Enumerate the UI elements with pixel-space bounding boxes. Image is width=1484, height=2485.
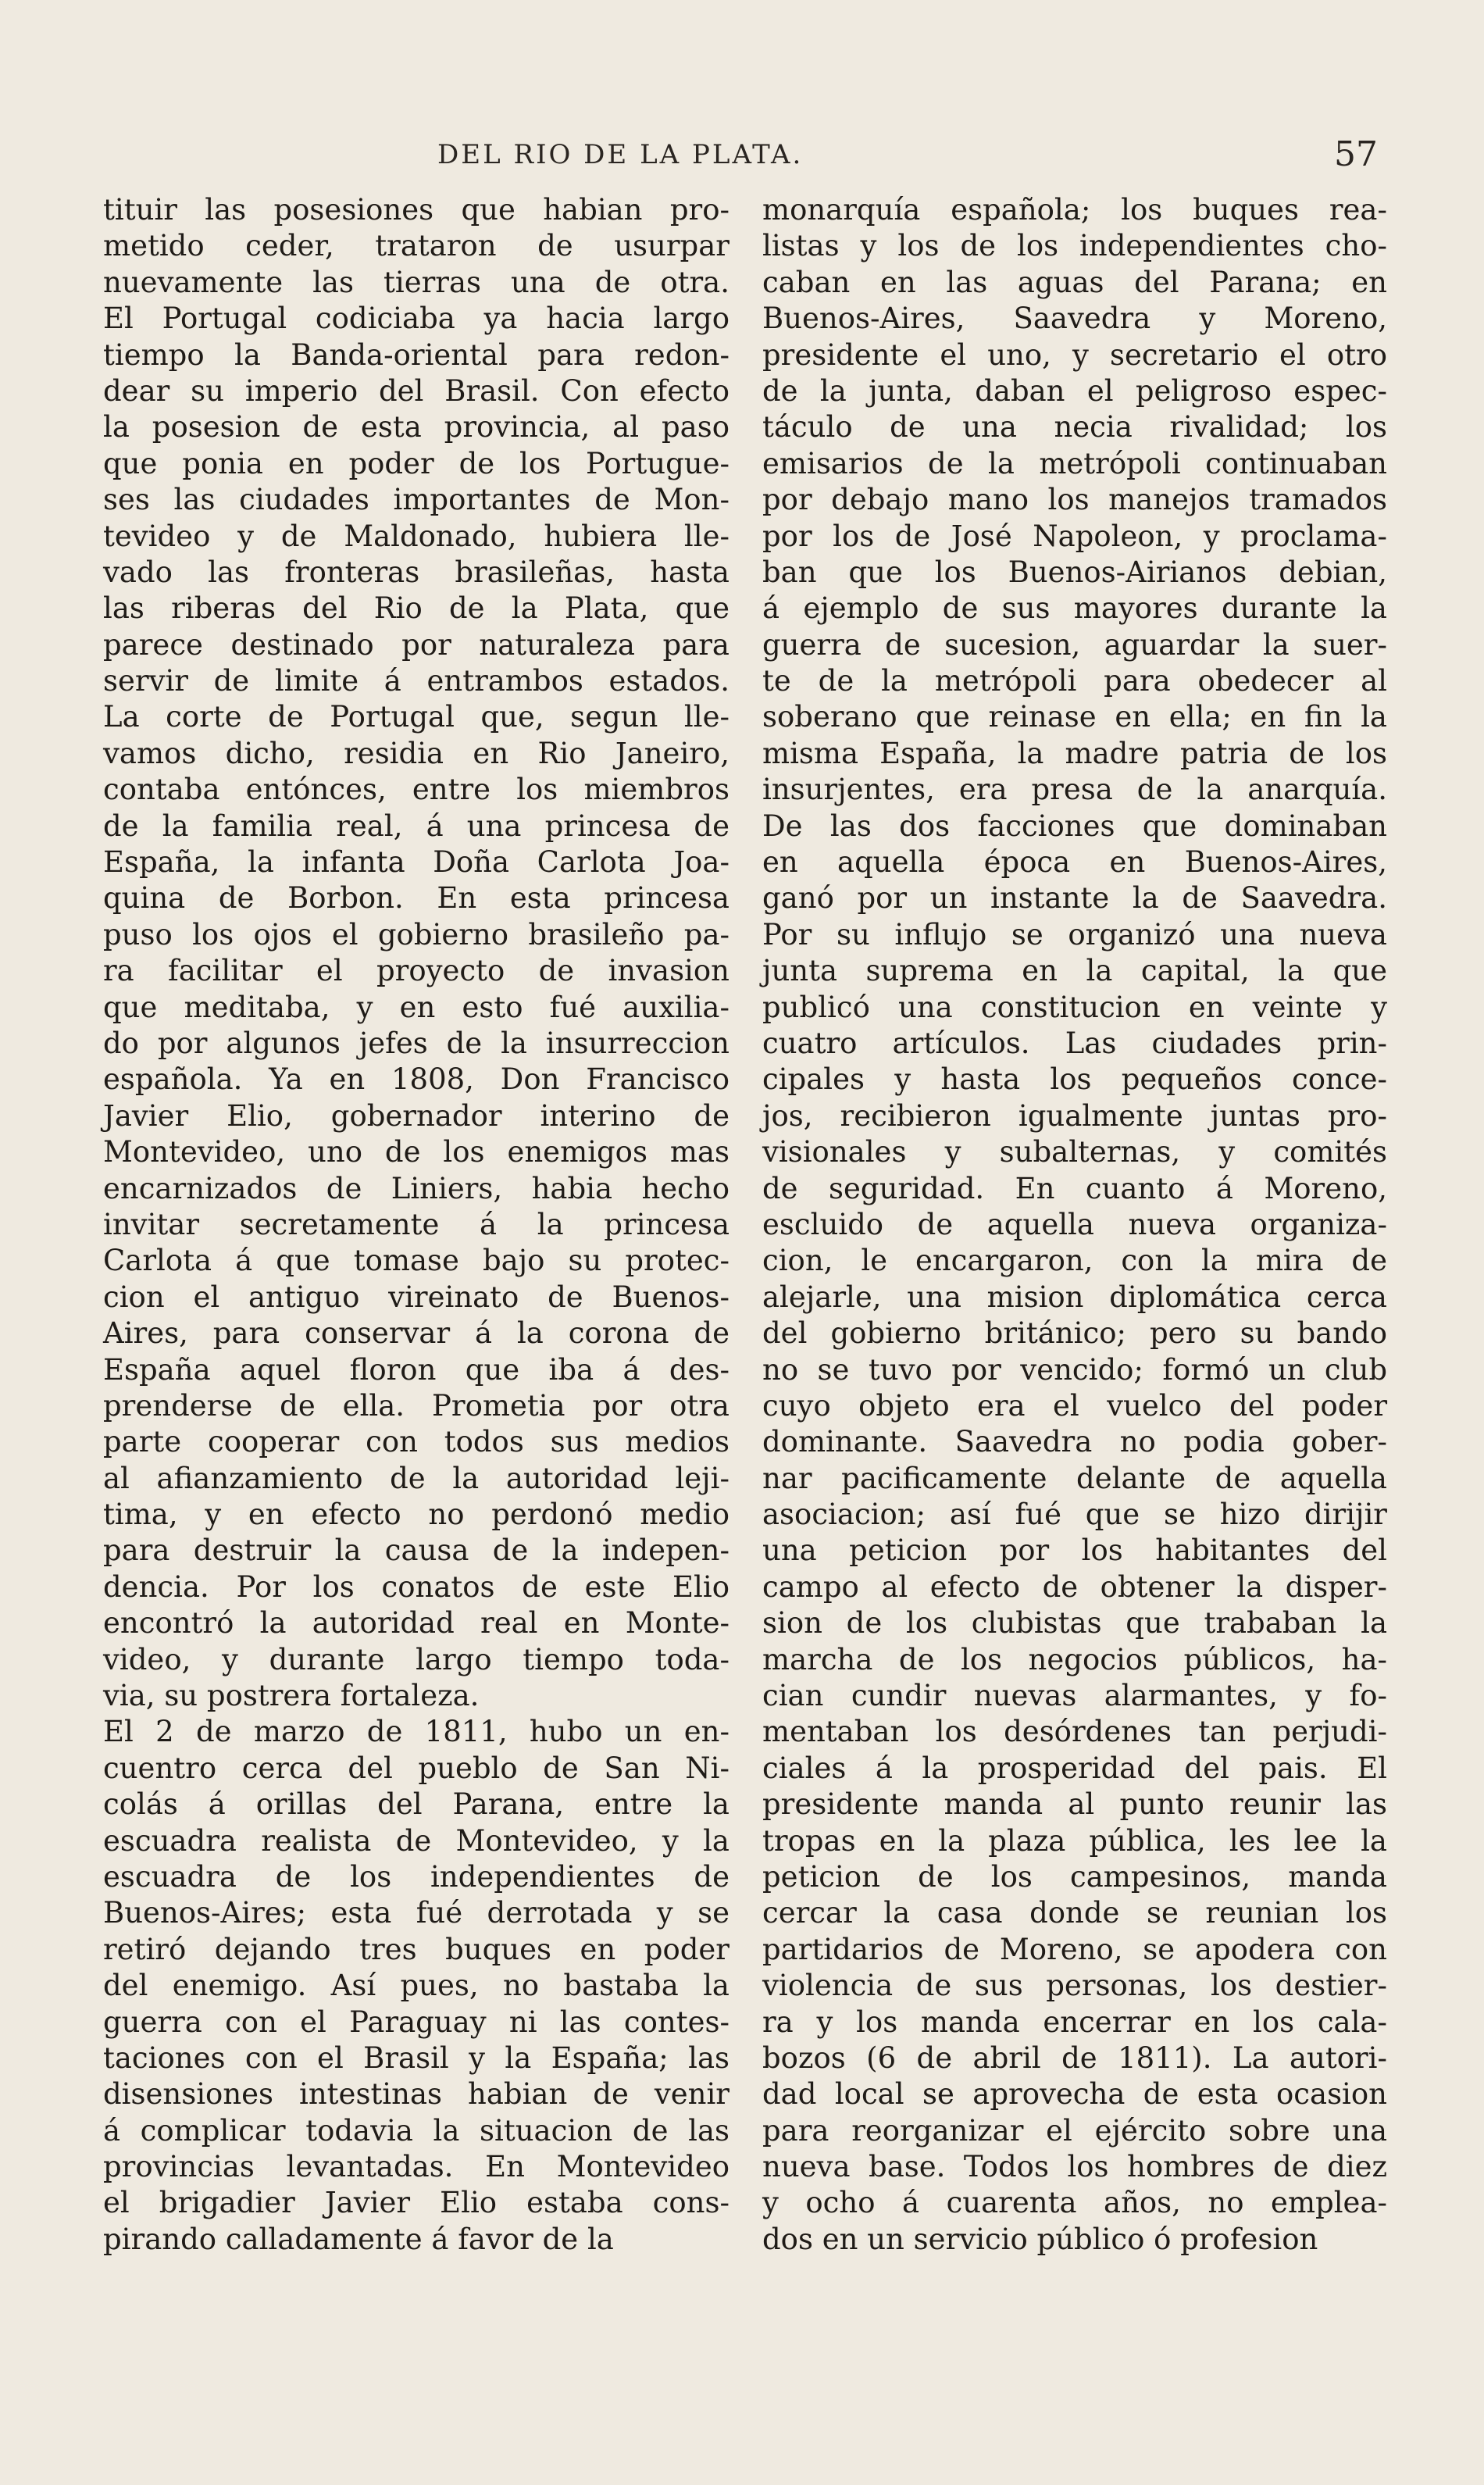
text-line: ganó por un instante la de Saavedra. [762, 881, 1387, 916]
text-line: la posesion de esta provincia, al paso [103, 410, 730, 445]
text-line: tima, y en efecto no perdonó medio [103, 1498, 730, 1532]
text-line: junta suprema en la capital, la que [762, 954, 1387, 988]
text-line: disensiones intestinas habian de venir [103, 2077, 730, 2112]
text-line: encarnizados de Liniers, habia hecho [103, 1171, 730, 1205]
text-line: nar pacificamente delante de aquella [762, 1461, 1387, 1495]
text-line: ses las ciudades importantes de Mon- [103, 483, 730, 517]
text-line: tiempo la Banda-oriental para redon- [103, 337, 730, 372]
text-line: dominante. Saavedra no podia gober- [762, 1425, 1387, 1459]
text-line: al afianzamiento de la autoridad leji- [103, 1461, 730, 1495]
text-line: violencia de sus personas, los destier- [762, 1969, 1387, 2003]
text-line: Montevideo, uno de los enemigos mas [103, 1135, 730, 1169]
text-line: Aires, para conservar á la corona de [103, 1316, 730, 1351]
text-line: tropas en la plaza pública, les lee la [762, 1823, 1387, 1858]
text-line: do por algunos jefes de la insurreccion [103, 1026, 730, 1060]
text-line: campo al efecto de obtener la disper- [762, 1569, 1387, 1604]
text-line: Buenos-Aires; esta fué derrotada y se [103, 1896, 730, 1930]
text-line: Carlota á que tomase bajo su protec- [103, 1244, 730, 1278]
text-line: cuatro artículos. Las ciudades prin- [762, 1026, 1387, 1060]
text-line: presidente manda al punto reunir las [762, 1787, 1387, 1822]
text-line: que ponia en poder de los Portugue- [103, 446, 730, 480]
text-line: monarquía española; los buques rea- [762, 193, 1387, 227]
text-line: El 2 de marzo de 1811, hubo un en- [103, 1715, 730, 1749]
page-number: 57 [1334, 134, 1378, 174]
text-line: cercar la casa donde se reunian los [762, 1896, 1387, 1930]
text-line: Buenos-Aires, Saavedra y Moreno, [762, 302, 1387, 336]
text-line: á ejemplo de sus mayores durante la [762, 591, 1387, 626]
text-line: dencia. Por los conatos de este Elio [103, 1569, 730, 1604]
text-line: partidarios de Moreno, se apodera con [762, 1932, 1387, 1966]
text-line: emisarios de la metrópoli continuaban [762, 446, 1387, 480]
text-line: peticion de los campesinos, manda [762, 1859, 1387, 1894]
text-line: guerra con el Paraguay ni las contes- [103, 2005, 730, 2039]
text-line: prenderse de ella. Prometia por otra [103, 1388, 730, 1423]
text-line: España, la infanta Doña Carlota Joa- [103, 845, 730, 880]
text-line: dad local se aprovecha de esta ocasion [762, 2077, 1387, 2112]
text-line: metido ceder, trataron de usurpar [103, 229, 730, 263]
text-line: mentaban los desórdenes tan perjudi- [762, 1715, 1387, 1749]
text-line: ra facilitar el proyecto de invasion [103, 954, 730, 988]
right-text-column [762, 192, 1387, 2258]
text-line: provincias levantadas. En Montevideo [103, 2150, 730, 2184]
text-line: vado las fronteras brasileñas, hasta [103, 555, 730, 589]
text-line: colás á orillas del Parana, entre la [103, 1787, 730, 1822]
text-line: cian cundir nuevas alarmantes, y fo- [762, 1679, 1387, 1713]
text-line: en aquella época en Buenos-Aires, [762, 845, 1387, 880]
text-line: Javier Elio, gobernador interino de [103, 1098, 730, 1133]
text-line: para reorganizar el ejército sobre una [762, 2113, 1387, 2148]
text-line: escuadra realista de Montevideo, y la [103, 1823, 730, 1858]
text-line: misma España, la madre patria de los [762, 736, 1387, 770]
text-line: una peticion por los habitantes del [762, 1533, 1387, 1568]
text-line: cuentro cerca del pueblo de San Ni- [103, 1751, 730, 1785]
text-line: invitar secretamente á la princesa [103, 1207, 730, 1241]
text-line: contaba entónces, entre los miembros [103, 773, 730, 807]
text-line: guerra de sucesion, aguardar la suer- [762, 627, 1387, 662]
text-line: por los de José Napoleon, y proclama- [762, 519, 1387, 553]
running-head: DEL RIO DE LA PLATA. [437, 139, 804, 170]
text-line: de la familia real, á una princesa de [103, 809, 730, 843]
text-line: el brigadier Javier Elio estaba cons- [103, 2186, 730, 2220]
text-line: De las dos facciones que dominaban [762, 809, 1387, 843]
text-line: tevideo y de Maldonado, hubiera lle- [103, 519, 730, 553]
text-line: á complicar todavia la situacion de las [103, 2113, 730, 2148]
text-line: España aquel floron que iba á des- [103, 1352, 730, 1387]
text-line: pirando calladamente á favor de la [103, 2222, 614, 2256]
text-line: ciales á la prosperidad del pais. El [762, 1751, 1387, 1785]
text-line: servir de limite á entrambos estados. [103, 664, 730, 698]
text-line: insurjentes, era presa de la anarquía. [762, 773, 1387, 807]
text-line: táculo de una necia rivalidad; los [762, 410, 1387, 445]
text-line: nueva base. Todos los hombres de diez [762, 2150, 1387, 2184]
text-line: Por su influjo se organizó una nueva [762, 917, 1387, 952]
text-line: española. Ya en 1808, Don Francisco [103, 1062, 730, 1097]
text-line: presidente el uno, y secretario el otro [762, 337, 1387, 372]
text-line: puso los ojos el gobierno brasileño pa- [103, 917, 730, 952]
text-line: tituir las posesiones que habian pro- [103, 193, 730, 227]
text-line: las riberas del Rio de la Plata, que [103, 591, 730, 626]
text-line: dos en un servicio público ó profesion [762, 2222, 1318, 2256]
text-line: del enemigo. Así pues, no bastaba la [103, 1969, 730, 2003]
text-line: marcha de los negocios públicos, ha- [762, 1642, 1387, 1676]
text-line: vamos dicho, residia en Rio Janeiro, [103, 736, 730, 770]
text-line: El Portugal codiciaba ya hacia largo [103, 302, 730, 336]
text-line: para destruir la causa de la indepen- [103, 1533, 730, 1568]
text-line: de la junta, daban el peligroso espec- [762, 373, 1387, 408]
text-line: asociacion; así fué que se hizo dirijir [762, 1498, 1387, 1532]
left-text-column [103, 192, 730, 2258]
text-line: bozos (6 de abril de 1811). La autori- [762, 2040, 1387, 2075]
text-line: parece destinado por naturaleza para [103, 627, 730, 662]
text-line: soberano que reinase en ella; en fin la [762, 700, 1387, 734]
text-line: ra y los manda encerrar en los cala- [762, 2005, 1387, 2039]
text-line: retiró dejando tres buques en poder [103, 1932, 730, 1966]
text-line: via, su postrera fortaleza. [103, 1679, 480, 1713]
text-line: cipales y hasta los pequeños conce- [762, 1062, 1387, 1097]
text-line: encontró la autoridad real en Monte- [103, 1606, 730, 1641]
text-line: cion el antiguo vireinato de Buenos- [103, 1280, 730, 1314]
text-line: taciones con el Brasil y la España; las [103, 2040, 730, 2075]
text-line: por debajo mano los manejos tramados [762, 483, 1387, 517]
text-line: quina de Borbon. En esta princesa [103, 881, 730, 916]
text-line: video, y durante largo tiempo toda- [103, 1642, 730, 1676]
text-line: dear su imperio del Brasil. Con efecto [103, 373, 730, 408]
text-line: escluido de aquella nueva organiza- [762, 1207, 1387, 1241]
text-line: jos, recibieron igualmente juntas pro- [762, 1098, 1387, 1133]
text-line: La corte de Portugal que, segun lle- [103, 700, 730, 734]
text-line: alejarle, una mision diplomática cerca [762, 1280, 1387, 1314]
text-line: ban que los Buenos-Airianos debian, [762, 555, 1387, 589]
text-line: parte cooperar con todos sus medios [103, 1425, 730, 1459]
text-line: escuadra de los independientes de [103, 1859, 730, 1894]
text-line: nuevamente las tierras una de otra. [103, 265, 730, 299]
text-line: cion, le encargaron, con la mira de [762, 1244, 1387, 1278]
text-line: de seguridad. En cuanto á Moreno, [762, 1171, 1387, 1205]
text-line: publicó una constitucion en veinte y [762, 990, 1387, 1024]
text-line: visionales y subalternas, y comités [762, 1135, 1387, 1169]
text-line: y ocho á cuarenta años, no emplea- [762, 2186, 1387, 2220]
text-line: cuyo objeto era el vuelco del poder [762, 1388, 1387, 1423]
text-line: listas y los de los independientes cho- [762, 229, 1387, 263]
text-line: no se tuvo por vencido; formó un club [762, 1352, 1387, 1387]
text-line: te de la metrópoli para obedecer al [762, 664, 1387, 698]
text-line: que meditaba, y en esto fué auxilia- [103, 990, 730, 1024]
text-line: del gobierno británico; pero su bando [762, 1316, 1387, 1351]
text-line: sion de los clubistas que trababan la [762, 1606, 1387, 1641]
text-line: caban en las aguas del Parana; en [762, 265, 1387, 299]
